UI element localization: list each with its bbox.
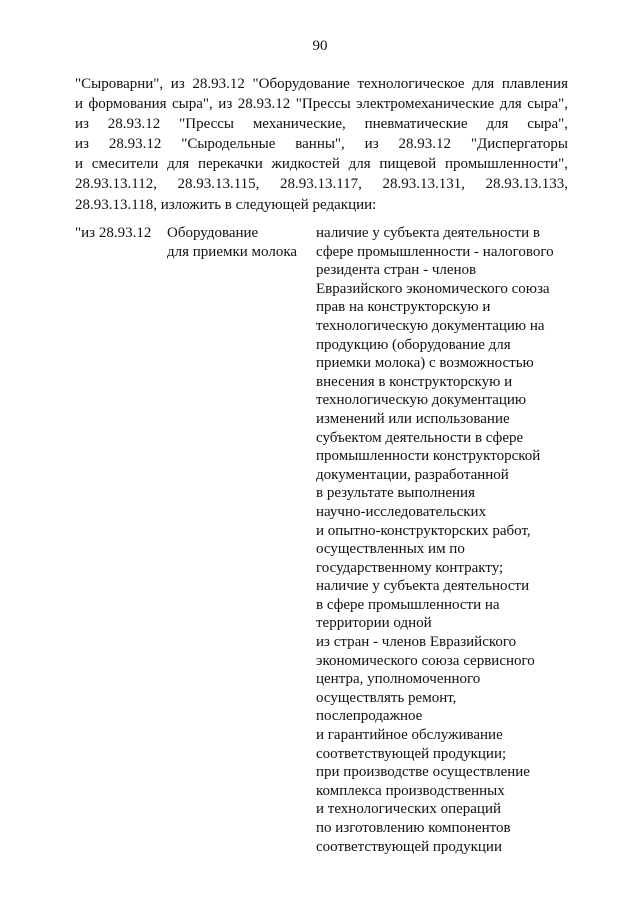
- page-number: 90: [312, 38, 328, 54]
- requirement-line: изменений или использование: [316, 410, 510, 427]
- requirement-line: осуществлять ремонт,: [316, 689, 457, 706]
- requirement-line: наличие у субъекта деятельности в: [316, 225, 540, 241]
- requirement-line: комплекса производственных: [316, 782, 505, 799]
- requirement-line: документации, разработанной: [316, 466, 509, 483]
- requirement-line: и технологических операций: [316, 801, 502, 818]
- intro-line: 28.93.13.112, 28.93.13.115, 28.93.13.117, 28.93.13.131, 28.93.13.133,: [75, 176, 568, 193]
- requirement-line: и гарантийное обслуживание: [316, 727, 503, 744]
- product-name: [167, 224, 307, 261]
- requirement-line: сфере промышленности - налогового: [316, 243, 554, 260]
- intro-line: и смесители для перекачки жидкостей для пищевой промышленности",: [75, 156, 568, 173]
- intro-line: 28.93.13.118, изложить в следующей редакции:: [75, 196, 377, 213]
- product-code: "из 28.93.12: [75, 225, 152, 241]
- requirement-line: из стран - членов Евразийского: [316, 634, 517, 651]
- requirement-line: прав на конструкторскую и: [316, 299, 491, 316]
- intro-line: и формования сыра", из 28.93.12 "Прессы электромеханические для сыра",: [75, 96, 568, 113]
- requirement-line: государственному контракту;: [316, 559, 504, 576]
- requirement-line: технологическую документацию на: [316, 317, 545, 334]
- requirement-line: научно-исследовательских: [316, 503, 487, 520]
- requirement-line: послепродажное: [316, 708, 423, 725]
- requirement-line: технологическую документацию: [316, 392, 527, 409]
- requirements-text: [316, 224, 576, 856]
- requirement-line: территории одной: [316, 615, 432, 632]
- intro-line: из 28.93.12 "Прессы механические, пневматические для сыра",: [75, 116, 568, 133]
- requirement-line: субъектом деятельности в сфере: [316, 429, 524, 446]
- intro-line: из 28.93.12 "Сыродельные ванны", из 28.93.12 "Диспергаторы: [75, 136, 568, 153]
- requirement-line: приемки молока) с возможностью: [316, 355, 534, 372]
- requirement-line: резидента стран - членов: [316, 262, 477, 279]
- requirement-line: соответствующей продукции;: [316, 745, 507, 762]
- product-name-line: Оборудование: [167, 225, 259, 241]
- requirement-line: соответствующей продукции: [316, 838, 502, 855]
- requirement-line: наличие у субъекта деятельности: [316, 578, 530, 595]
- requirement-line: в сфере промышленности на: [316, 596, 500, 613]
- requirement-line: экономического союза сервисного: [316, 652, 535, 669]
- requirement-line: внесения в конструкторскую и: [316, 373, 513, 390]
- requirement-line: при производстве осуществление: [316, 764, 530, 781]
- requirement-line: центра, уполномоченного: [316, 671, 481, 688]
- requirement-line: Евразийского экономического союза: [316, 280, 550, 297]
- requirement-line: в результате выполнения: [316, 485, 475, 502]
- requirement-line: по изготовлению компонентов: [316, 820, 511, 836]
- requirement-line: промышленности конструкторской: [316, 448, 541, 465]
- requirement-line: осуществленных им по: [316, 541, 465, 558]
- intro-line: "Сыроварни", из 28.93.12 "Оборудование технологическое для плавления: [75, 76, 568, 92]
- product-name-line: для приемки молока: [167, 243, 298, 260]
- intro-paragraph: [75, 74, 568, 215]
- requirement-line: и опытно-конструкторских работ,: [316, 522, 531, 539]
- requirement-line: продукцию (оборудование для: [316, 336, 511, 353]
